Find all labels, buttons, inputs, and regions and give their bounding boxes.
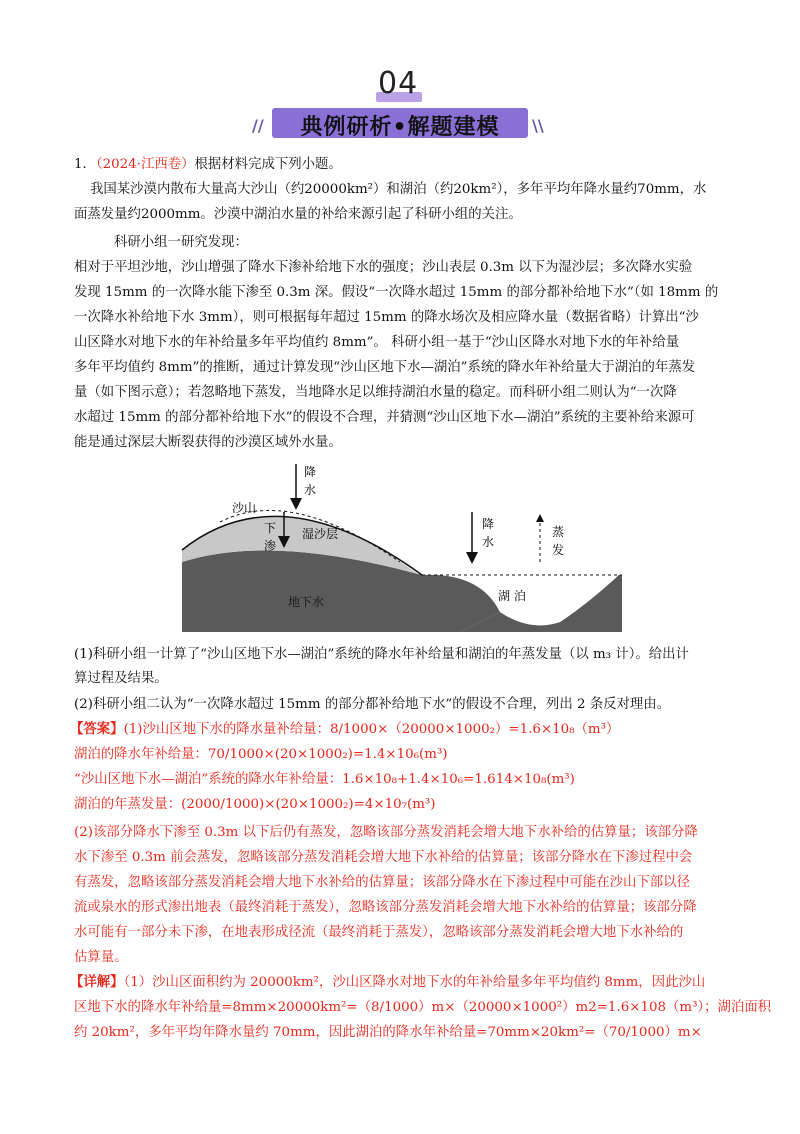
- material-line: 相对于平坦沙地，沙山增强了降水下渗补给地下水的强度；沙山表层 0.3m 以下为湿沙层；多次降水实验: [74, 260, 693, 275]
- answer-line: 湖泊的降水年补给量：70/1000×(20×1000₂)=1.4×10₆(m³): [74, 747, 448, 762]
- answer-line: 估算量。: [74, 950, 128, 965]
- explanation-line: 区地下水的降水年补给量=8mm×20000km²=（8/1000）m×（20000×1000²）m2=1.6×108（m³）；湖泊面积: [74, 1000, 772, 1015]
- label-lake: 湖 泊: [498, 589, 526, 603]
- question-heading: [74, 152, 734, 177]
- answer-line: 水下渗至 0.3m 前会蒸发，忽略该部分蒸发消耗会增大地下水补给的估算量；该部分降水在下渗过程中会: [74, 850, 693, 865]
- material-line: 多年平均值约 8mm”的推断，通过计算发现“沙山区地下水—湖泊”系统的降水年补给量大于湖泊的年蒸发: [74, 360, 696, 375]
- label-wet-sand: 湿沙层: [302, 527, 339, 541]
- header-slash-right: \\: [532, 116, 544, 135]
- answer-line: 水可能有一部分未下渗，在地表形成径流（最终消耗于蒸发），忽略该部分蒸发消耗会增大地下水补给的: [74, 925, 684, 940]
- answer-tag: 【答案】: [70, 721, 124, 737]
- dune-lake-diagram: [160, 462, 630, 640]
- material-line: 科研小组一研究发现：: [114, 235, 248, 250]
- explanation-tag: 【详解】: [70, 974, 124, 990]
- label-evaporation: 蒸: [552, 525, 565, 539]
- answer-line: 流或泉水的形式渗出地表（最终消耗于蒸发），忽略该部分蒸发消耗会增大地下水补给的估算量；该部分降: [74, 900, 697, 915]
- section-title: 典例研析•解题建模: [300, 115, 500, 140]
- material-line: 能是通过深层大断裂获得的沙漠区域外水量。: [74, 435, 342, 450]
- label-precip-top: 水: [304, 483, 317, 497]
- section-number: 04: [378, 66, 419, 101]
- groundwater-layer: [182, 550, 500, 632]
- label-infiltration: 下: [264, 521, 277, 535]
- question-intro: 根据材料完成下列小题。: [194, 157, 342, 172]
- answer-first-line: [70, 717, 730, 742]
- label-infiltration: 渗: [264, 539, 277, 553]
- explanation-line: （1）沙山区面积约为 20000km²，沙山区降水对地下水的年补给量多年平均值约 8mm，因此沙山: [123, 975, 706, 990]
- header-slash-left: //: [252, 116, 264, 135]
- question-number: 1．: [74, 157, 96, 172]
- subquestion-line: (2)科研小组二认为“一次降水超过 15mm 的部分都补给地下水”的假设不合理，列出 2 条反对理由。: [74, 697, 671, 712]
- explanation-line: 约 20km²，多年平均年降水量约 70mm，因此湖泊的降水年补给量=70mm×20km²=（70/1000）m×: [74, 1025, 702, 1040]
- label-groundwater: 地下水: [288, 595, 325, 609]
- material-line: 山区降水对地下水的年补给量多年平均值约 8mm”。 科研小组一基于“沙山区降水对地下水的年补给量: [74, 335, 680, 350]
- answer-line: 有蒸发，忽略该部分蒸发消耗会增大地下水补给的估算量；该部分降水在下渗过程中可能在沙山下部以径: [74, 875, 690, 890]
- label-dune: 沙山: [232, 501, 257, 515]
- material-line: 一次降水补给地下水 3mm），则可根据每年超过 15mm 的降水场次及相应降水量（数据省略）计算出“沙: [74, 310, 699, 325]
- material-line: 面蒸发量约2000mm。沙漠中湖泊水量的补给来源引起了科研小组的关注。: [74, 207, 522, 222]
- label-precip-lake: 降: [482, 517, 495, 531]
- material-line: 量（如下图示意）；若忽略地下蒸发，当地降水足以维持湖泊水量的稳定。而科研小组二则认为“一次降: [74, 385, 677, 400]
- label-precip-lake: 水: [482, 535, 495, 549]
- explanation-first-line: [70, 970, 730, 995]
- subquestion-line: (1)科研小组一计算了“沙山区地下水—湖泊”系统的降水年补给量和湖泊的年蒸发量（以 m₃ 计）。给出计: [74, 647, 689, 662]
- question-source: （2024·江西卷）: [95, 157, 195, 172]
- material-line: 我国某沙漠内散布大量高大沙山（约20000km²）和湖泊（约20km²），多年平均年降水量约70mm，水: [90, 182, 707, 197]
- label-precip-top: 降: [304, 465, 317, 479]
- subquestion-line: 算过程及结果。: [74, 671, 168, 686]
- answer-line: (1)沙山区地下水的降水量补给量：8/1000×（20000×1000₂）=1.6×10₈（m³）: [123, 722, 620, 737]
- answer-line: (2)该部分降水下渗至 0.3m 以下后仍有蒸发，忽略该部分蒸发消耗会增大地下水补给的估算量；该部分降: [74, 825, 698, 840]
- label-evaporation: 发: [552, 543, 565, 557]
- material-line: 发现 15mm 的一次降水能下渗至 0.3m 深。假设“一次降水超过 15mm 的部分都补给地下水”（如 18mm 的: [74, 285, 719, 300]
- answer-line: “沙山区地下水—湖泊”系统的降水年补给量：1.6×10₈+1.4×10₆=1.614×10₈(m³): [74, 772, 575, 787]
- material-line: 水超过 15mm 的部分都补给地下水”的假设不合理，并猜测“沙山区地下水—湖泊”系统的主要补给来源可: [74, 410, 695, 425]
- answer-line: 湖泊的年蒸发量：(2000/1000)×(20×1000₂)=4×10₇(m³): [74, 797, 436, 812]
